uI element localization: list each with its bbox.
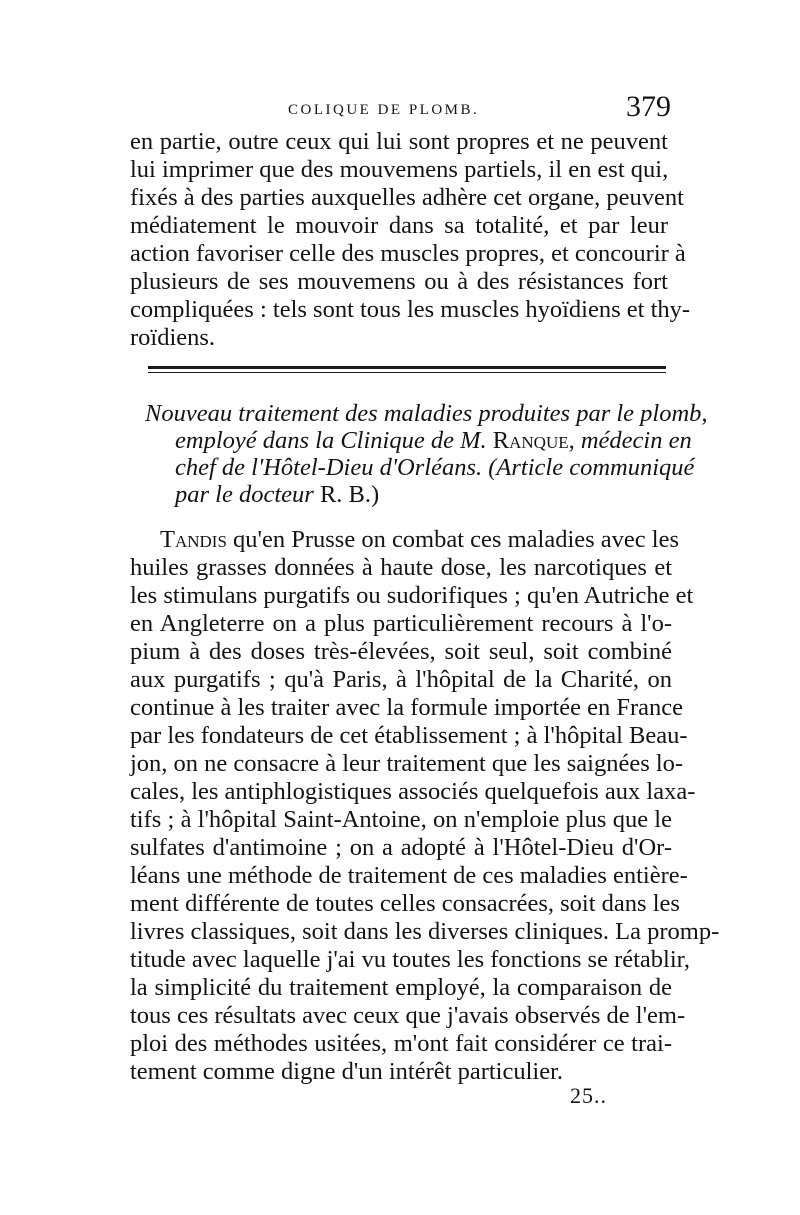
text-line: fixés à des parties auxquelles adhère cet organe, peuvent	[130, 184, 684, 211]
text-line: cales, les antiphlogistiques associés quelquefois aux laxa-	[130, 778, 696, 805]
signature-mark: 25..	[570, 1083, 607, 1108]
author-initials: R. B.	[319, 481, 371, 508]
line-text: qu'en Prusse on combat ces maladies avec les	[226, 526, 679, 553]
text-line: tous ces résultats avec ceux que j'avais observés de l'em-	[130, 1002, 686, 1029]
text-line: en Angleterre on a plus particulièrement recours à l'o-	[130, 610, 672, 637]
heading-text: )	[371, 481, 380, 508]
text-line: lui imprimer que des mouvemens partiels, il en est qui,	[130, 156, 669, 183]
running-head	[143, 88, 683, 124]
text-line: la simplicité du traitement employé, la comparaison de	[130, 974, 672, 1001]
heading-line: Nouveau traitement des maladies produites par le plomb,	[145, 400, 708, 427]
heading-line	[175, 427, 692, 454]
text-line: plusieurs de ses mouvemens ou à des résistances fort	[130, 268, 668, 295]
separator-rule-thin	[148, 372, 666, 373]
text-line: titude avec laquelle j'ai vu toutes les fonctions se rétablir,	[130, 946, 690, 973]
heading-line	[175, 483, 379, 508]
opening-word: Tandis	[160, 526, 227, 553]
heading-text: par le docteur	[175, 481, 320, 508]
heading-line: chef de l'Hôtel-Dieu d'Orléans. (Article communiqué	[175, 454, 695, 481]
text-line: continue à les traiter avec la formule importée en France	[130, 694, 684, 721]
text-line: jon, on ne consacre à leur traitement que les saignées lo-	[130, 750, 684, 777]
text-line: ment différente de toutes celles consacrées, soit dans les	[130, 890, 680, 917]
text-line: médiatement le mouvoir dans sa totalité, et par leur	[130, 212, 668, 239]
text-line: compliquées : tels sont tous les muscles hyoïdiens et thy-	[130, 296, 691, 323]
text-line: livres classiques, soit dans les diverses cliniques. La promp-	[130, 918, 720, 945]
text-line: aux purgatifs ; qu'à Paris, à l'hôpital de la Charité, on	[130, 666, 672, 693]
text-line: pium à des doses très-élevées, soit seul, soit combiné	[130, 638, 672, 665]
text-line: ploi des méthodes usitées, m'ont fait considérer ce trai-	[130, 1030, 672, 1057]
text-line: en partie, outre ceux qui lui sont propres et ne peuvent	[130, 128, 668, 155]
text-line: tement comme digne d'un intérêt particulier.	[130, 1058, 564, 1085]
running-title: COLIQUE DE PLOMB.	[288, 102, 480, 118]
text-line: roïdiens.	[130, 324, 216, 351]
heading-text: , médecin en	[568, 427, 692, 454]
physician-name: Ranque	[492, 427, 569, 454]
page-number: 379	[626, 90, 671, 123]
separator-rule-thick	[148, 366, 666, 369]
text-line: tifs ; à l'hôpital Saint-Antoine, on n'emploie plus que le	[130, 806, 672, 833]
heading-text: employé dans la Clinique de M.	[175, 427, 493, 454]
text-line	[160, 526, 679, 553]
text-line: huiles grasses données à haute dose, les narcotiques et	[130, 554, 672, 581]
text-line: sulfates d'antimoine ; on a adopté à l'Hôtel-Dieu d'Or-	[130, 834, 672, 861]
text-line: les stimulans purgatifs ou sudorifiques ; qu'en Autriche et	[130, 582, 694, 609]
text-line: action favoriser celle des muscles propres, et concourir à	[130, 240, 686, 267]
text-line: par les fondateurs de cet établissement ; à l'hôpital Beau-	[130, 722, 688, 749]
text-line: léans une méthode de traitement de ces maladies entière-	[130, 862, 688, 889]
